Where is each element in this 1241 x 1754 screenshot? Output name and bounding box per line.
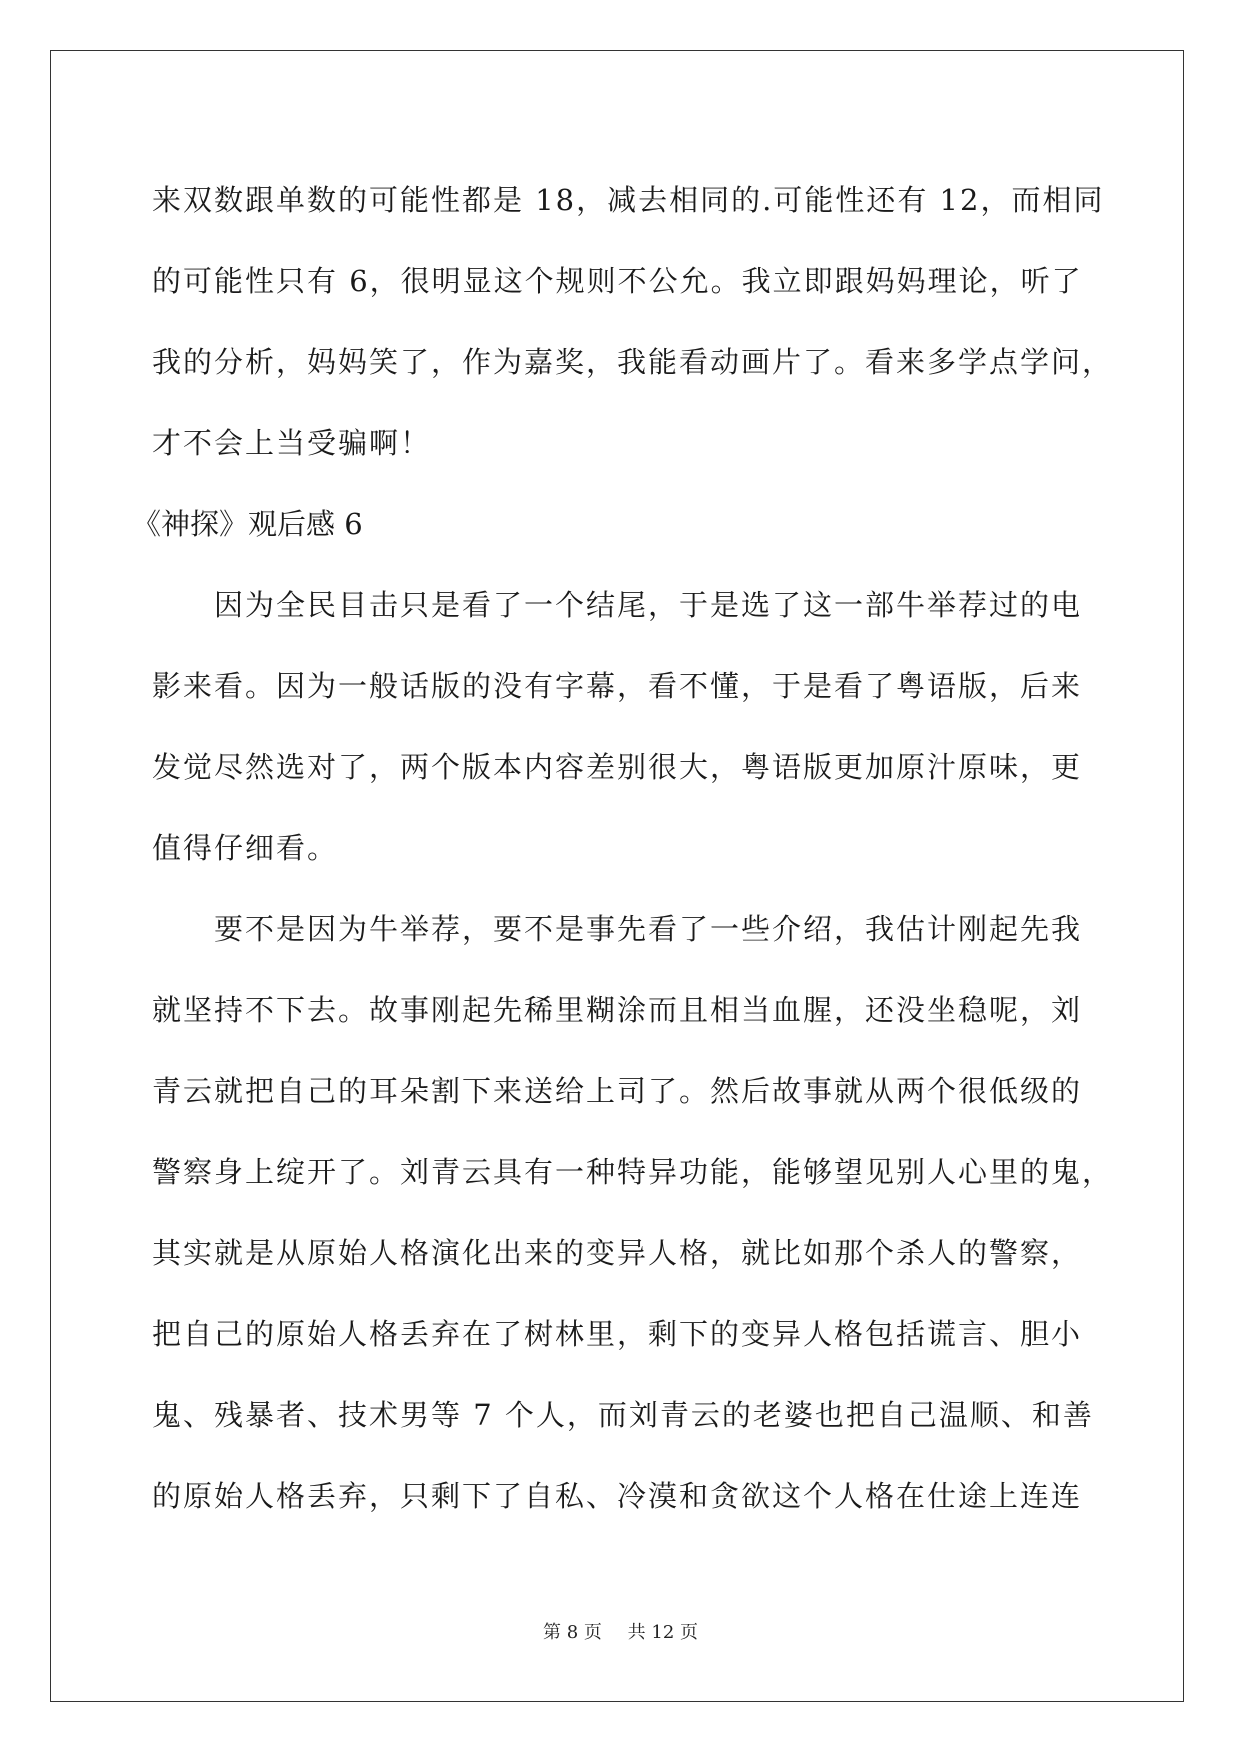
text-line: 值得仔细看。	[152, 831, 339, 865]
text-line: 警察身上绽开了。刘青云具有一种特异功能，能够望见别人心里的鬼，	[152, 1155, 1114, 1189]
text-line: 才不会上当受骗啊！	[152, 426, 432, 460]
text-line: 青云就把自己的耳朵割下来送给上司了。然后故事就从两个很低级的	[152, 1074, 1083, 1108]
text-line: 来双数跟单数的可能性都是 18，减去相同的.可能性还有 12，而相同	[152, 183, 1105, 217]
page-footer	[0, 1618, 1241, 1644]
page-total: 共 12 页	[627, 1622, 698, 1643]
text-line: 鬼、残暴者、技术男等 7 个人，而刘青云的老婆也把自己温顺、和善	[152, 1398, 1094, 1432]
page-number: 第 8 页	[543, 1622, 602, 1643]
text-line: 我的分析，妈妈笑了，作为嘉奖，我能看动画片了。看来多学点学问，	[152, 345, 1114, 379]
section-heading: 《神探》观后感 6	[132, 507, 363, 541]
text-line: 影来看。因为一般话版的没有字幕，看不懂，于是看了粤语版，后来	[152, 669, 1083, 703]
text-line: 发觉尽然选对了，两个版本内容差别很大，粤语版更加原汁原味，更	[152, 750, 1083, 784]
text-line: 因为全民目击只是看了一个结尾，于是选了这一部牛举荐过的电	[214, 588, 1083, 622]
text-line: 其实就是从原始人格演化出来的变异人格，就比如那个杀人的警察，	[152, 1236, 1083, 1270]
text-line: 的可能性只有 6，很明显这个规则不公允。我立即跟妈妈理论，听了	[152, 264, 1083, 298]
text-line: 就坚持不下去。故事刚起先稀里糊涂而且相当血腥，还没坐稳呢，刘	[152, 993, 1083, 1027]
document-body	[132, 160, 1114, 1537]
text-line: 的原始人格丢弃，只剩下了自私、冷漠和贪欲这个人格在仕途上连连	[152, 1479, 1083, 1513]
text-line: 把自己的原始人格丢弃在了树林里，剩下的变异人格包括谎言、胆小	[152, 1317, 1083, 1351]
text-line: 要不是因为牛举荐，要不是事先看了一些介绍，我估计刚起先我	[214, 912, 1083, 946]
